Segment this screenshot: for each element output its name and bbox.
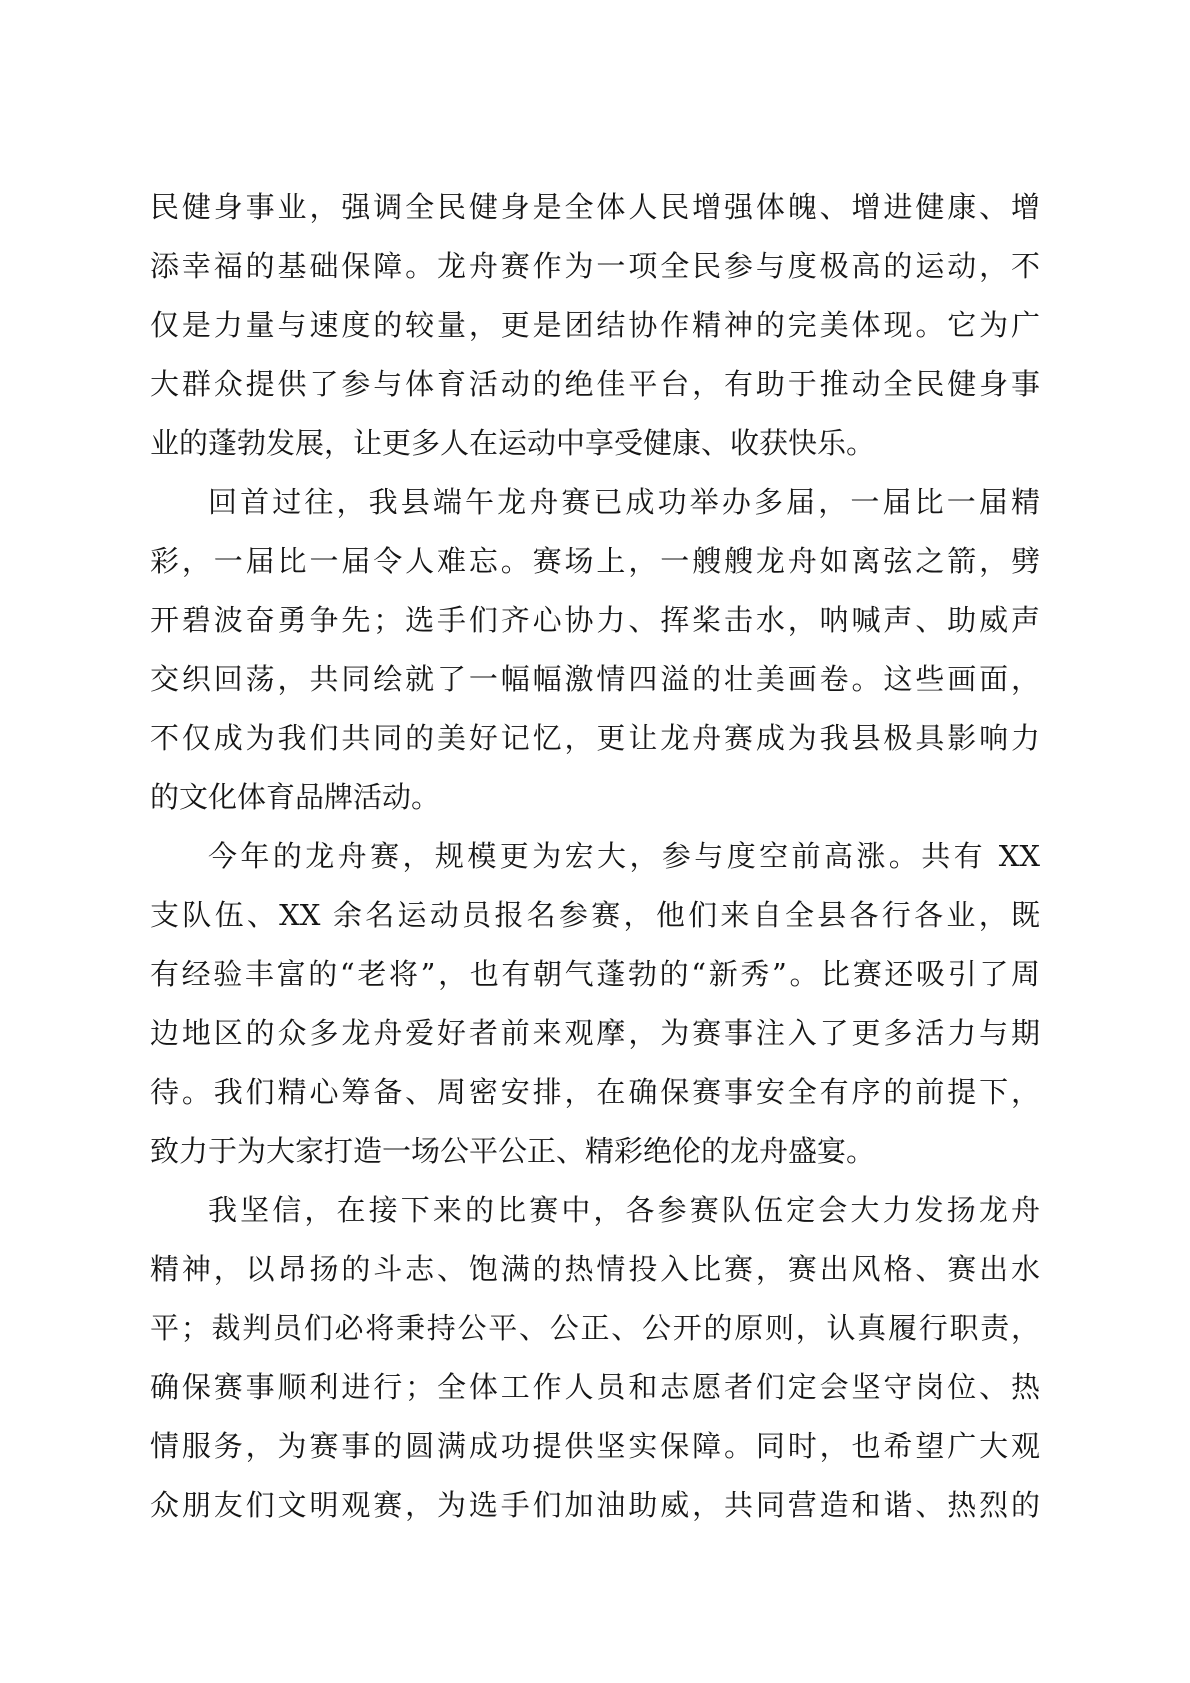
- text-line: 大群众提供了参与体育活动的绝佳平台，有助于推动全民健身事: [150, 367, 1040, 401]
- paragraph: [150, 473, 1040, 827]
- text-line: 我坚信，在接下来的比赛中，各参赛队伍定会大力发扬龙舟: [208, 1193, 1040, 1227]
- paragraph: [150, 178, 1040, 473]
- paragraph: [150, 827, 1040, 1181]
- text-line: 支队伍、XX 余名运动员报名参赛，他们来自全县各行各业，既: [150, 898, 1040, 932]
- text-line: 精神，以昂扬的斗志、饱满的热情投入比赛，赛出风格、赛出水: [150, 1252, 1040, 1286]
- text-line: 不仅成为我们共同的美好记忆，更让龙舟赛成为我县极具影响力: [150, 721, 1040, 755]
- text-line: 今年的龙舟赛，规模更为宏大，参与度空前高涨。共有 XX: [208, 839, 1040, 873]
- document-body: [150, 178, 1040, 1535]
- text-line: 交织回荡，共同绘就了一幅幅激情四溢的壮美画卷。这些画面，: [150, 662, 1040, 696]
- paragraph: [150, 1181, 1040, 1535]
- text-line: 的文化体育品牌活动。: [150, 780, 441, 814]
- text-line: 众朋友们文明观赛，为选手们加油助威，共同营造和谐、热烈的: [150, 1488, 1040, 1522]
- text-line: 添幸福的基础保障。龙舟赛作为一项全民参与度极高的运动，不: [150, 249, 1040, 283]
- text-line: 民健身事业，强调全民健身是全体人民增强体魄、增进健康、增: [150, 190, 1040, 224]
- text-line: 有经验丰富的“老将”，也有朝气蓬勃的“新秀”。比赛还吸引了周: [150, 957, 1040, 991]
- text-line: 致力于为大家打造一场公平公正、精彩绝伦的龙舟盛宴。: [150, 1134, 876, 1168]
- text-line: 回首过往，我县端午龙舟赛已成功举办多届，一届比一届精: [208, 485, 1040, 519]
- text-line: 开碧波奋勇争先；选手们齐心协力、挥桨击水，呐喊声、助威声: [150, 603, 1040, 637]
- text-line: 情服务，为赛事的圆满成功提供坚实保障。同时，也希望广大观: [150, 1429, 1040, 1463]
- text-line: 平；裁判员们必将秉持公平、公正、公开的原则，认真履行职责，: [150, 1311, 1040, 1345]
- text-line: 待。我们精心筹备、周密安排，在确保赛事安全有序的前提下，: [150, 1075, 1040, 1109]
- text-line: 仅是力量与速度的较量，更是团结协作精神的完美体现。它为广: [150, 308, 1040, 342]
- text-line: 确保赛事顺利进行；全体工作人员和志愿者们定会坚守岗位、热: [150, 1370, 1040, 1404]
- text-line: 边地区的众多龙舟爱好者前来观摩，为赛事注入了更多活力与期: [150, 1016, 1040, 1050]
- text-line: 彩，一届比一届令人难忘。赛场上，一艘艘龙舟如离弦之箭，劈: [150, 544, 1040, 578]
- text-line: 业的蓬勃发展，让更多人在运动中享受健康、收获快乐。: [150, 426, 876, 460]
